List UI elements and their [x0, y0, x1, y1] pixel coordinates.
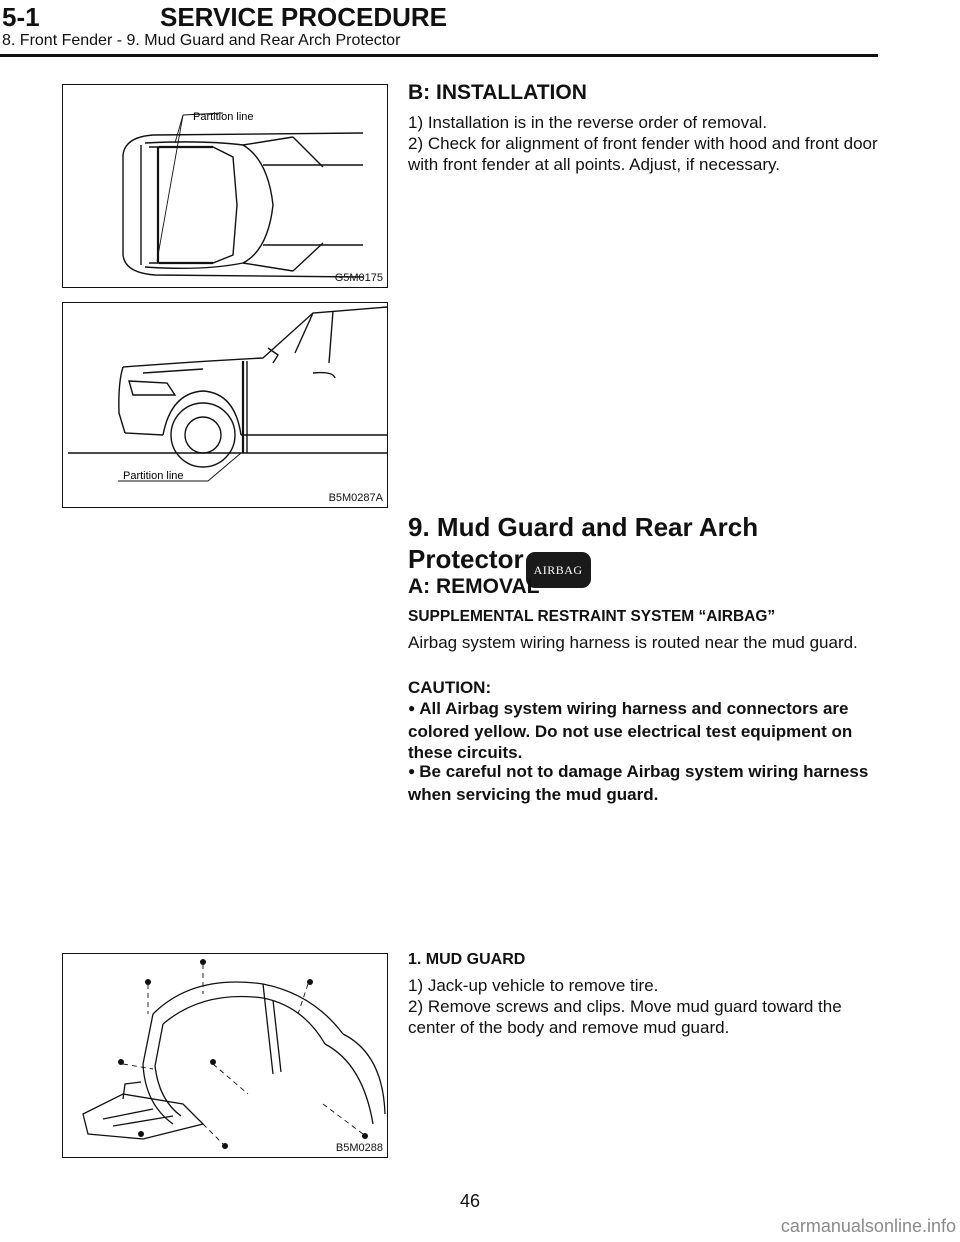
header-rule [0, 54, 878, 57]
figure-id: B5M0287A [328, 492, 383, 504]
mud-guard-heading: 1. MUD GUARD [408, 951, 526, 968]
fig1-callout: Partition line [193, 111, 254, 123]
page-title: SERVICE PROCEDURE [160, 2, 448, 32]
breadcrumb: 8. Front Fender - 9. Mud Guard and Rear Arch Protector [2, 32, 401, 49]
car-top-view-icon [63, 85, 387, 287]
figure-car-side-view [62, 302, 388, 508]
watermark: carmanualsonline.info [780, 1216, 956, 1236]
section-number: 5-1 [2, 2, 40, 32]
figure-id: G5M0175 [334, 272, 383, 284]
srs-text: Airbag system wiring harness is routed near the mud guard. [408, 633, 858, 652]
mud-guard-step-2: 2) Remove screws and clips. Move mud guard toward the center of the body and remove mud guard. [408, 997, 842, 1037]
caution-label: CAUTION: [408, 678, 492, 697]
page-number: 46 [459, 1191, 481, 1211]
caution-item-1: ● All Airbag system wiring harness and connectors are colored yellow. Do not use electrical test equipment on these circuits. [408, 698, 880, 763]
installation-step-2: 2) Check for alignment of front fender with hood and front door with front fender at all points. Adjust, if necessary. [408, 134, 878, 174]
figure-car-top-view [62, 84, 388, 288]
mud-guard-step-1: 1) Jack-up vehicle to remove tire. [408, 976, 659, 995]
section-9-title-line1: 9. Mud Guard and Rear Arch [408, 512, 759, 542]
removal-heading: A: REMOVAL [408, 575, 540, 598]
car-side-view-icon [63, 303, 387, 507]
mud-guard-exploded-icon [63, 954, 387, 1157]
section-9-title-text: Protector [408, 544, 524, 574]
fig2-callout: Partition line [123, 470, 184, 482]
srs-heading: SUPPLEMENTAL RESTRAINT SYSTEM “AIRBAG” [408, 608, 776, 625]
installation-heading: B: INSTALLATION [408, 81, 587, 104]
airbag-badge: AIRBAG [526, 552, 591, 588]
installation-step-1: 1) Installation is in the reverse order of removal. [408, 113, 768, 132]
figure-mud-guard [62, 953, 388, 1158]
caution-item-2: ● Be careful not to damage Airbag system wiring harness when servicing the mud guard. [408, 761, 880, 805]
figure-id: B5M0288 [335, 1142, 383, 1154]
